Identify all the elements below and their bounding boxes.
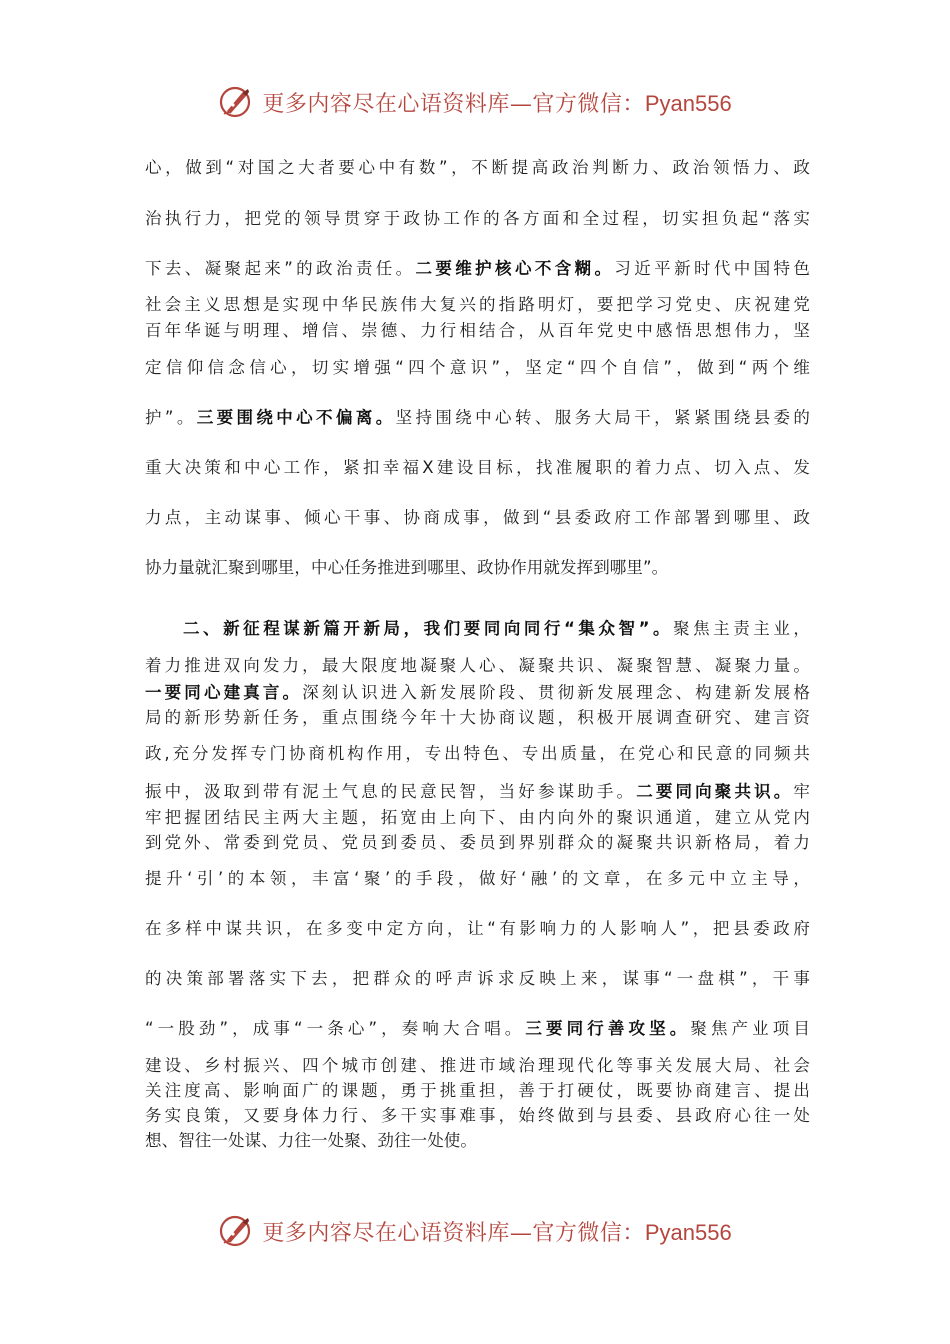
text-line: 提升‘引’的本领，丰富‘聚’的手段，做好‘融’的文章，在多元中立主导， <box>145 869 810 888</box>
text-line: 社会主义思想是实现中华民族伟大复兴的指路明灯，要把学习党史、庆祝建党 <box>145 295 810 314</box>
text-run: 护”。 <box>145 408 197 427</box>
text-line: 牢把握团结民主两大主题，拓宽由上向下、由内向外的聚识通道，建立从党内 <box>145 808 810 827</box>
text-run: 聚焦主责主业， <box>673 619 810 638</box>
text-line <box>145 780 810 804</box>
banner-wechat-id: Pyan556 <box>644 90 732 116</box>
text-line: 关注度高、影响面广的课题，勇于挑重担，善于打硬仗，既要协商建言、提出 <box>145 1081 810 1100</box>
banner-wechat-id: Pyan556 <box>644 1219 732 1245</box>
text-line <box>145 257 810 281</box>
banner-text-cn: 更多内容尽在心语资料库—官方微信： <box>262 91 645 117</box>
text-line: 协力量就汇聚到哪里，中心任务推进到哪里、政协作用就发挥到哪里”。 <box>145 558 669 577</box>
text-run: “一股劲”，成事“一条心”，奏响大合唱。 <box>145 1019 526 1038</box>
text-line: 务实良策，又要身体力行、多干实事难事，始终做到与县委、县政府心往一处 <box>145 1106 810 1125</box>
text-line: 在多样中谋共识，在多变中定方向，让“有影响力的人影响人”，把县委政府 <box>145 919 810 938</box>
pen-nib-logo-icon <box>218 1213 254 1249</box>
bold-heading: 一要同心建真言。 <box>145 683 303 702</box>
text-line: 局的新形势新任务，重点围绕今年十大协商议题，积极开展调查研究、建言资 <box>145 708 810 727</box>
text-run: 振中，汲取到带有泥土气息的民意民智，当好参谋助手。 <box>145 782 637 801</box>
text-line: 力点，主动谋事、倾心干事、协商成事，做到“县委政府工作部署到哪里、政 <box>145 508 810 527</box>
text-line <box>145 617 810 641</box>
text-line: 着力推进双向发力，最大限度地凝聚人心、凝聚共识、凝聚智慧、凝聚力量。 <box>145 656 810 675</box>
text-run: 牢 <box>793 782 810 801</box>
text-line: 政,充分发挥专门协商机构作用，专出特色、专出质量，在党心和民意的同频共 <box>145 744 810 763</box>
text-run: 坚持围绕中心转、服务大局干，紧紧围绕县委的 <box>395 408 810 427</box>
text-line: 心，做到“对国之大者要心中有数”，不断提高政治判断力、政治领悟力、政 <box>145 158 810 177</box>
bold-heading: 三要围绕中心不偏离。 <box>196 408 396 427</box>
text-line: 的决策部署落实下去，把群众的呼声诉求反映上来，谋事“一盘棋”，干事 <box>145 969 810 988</box>
text-line: 到党外、常委到党员、党员到委员、委员到界别群众的凝聚共识新格局，着力 <box>145 833 810 852</box>
text-line <box>145 1017 810 1041</box>
text-line: 定信仰信念信心，切实增强“四个意识”，坚定“四个自信”，做到“两个维 <box>145 358 810 377</box>
banner-text-cn: 更多内容尽在心语资料库—官方微信： <box>262 1220 645 1246</box>
text-line <box>145 406 810 430</box>
text-line: 建设、乡村振兴、四个城市创建、推进市域治理现代化等事关发展大局、社会 <box>145 1056 810 1075</box>
text-line <box>145 681 810 705</box>
text-run: 深刻认识进入新发展阶段、贯彻新发展理念、构建新发展格 <box>302 683 810 702</box>
text-line: 百年华诞与明理、增信、崇德、力行相结合，从百年党史中感悟思想伟力，坚 <box>145 321 810 340</box>
text-run: 聚焦产业项目 <box>690 1019 810 1038</box>
section-heading: 二、新征程谋新篇开新局，我们要同向同行“集众智”。 <box>183 619 674 638</box>
text-line: 想、智往一处谋、力往一处聚、劲往一处使。 <box>145 1131 477 1150</box>
text-line: 治执行力，把党的领导贯穿于政协工作的各方面和全过程，切实担负起“落实 <box>145 209 810 228</box>
header-banner <box>0 80 950 124</box>
text-run: 下去、凝聚起来”的政治责任。 <box>145 259 416 278</box>
bold-heading: 二要同向聚共识。 <box>636 782 794 801</box>
bold-heading: 三要同行善攻坚。 <box>525 1019 691 1038</box>
footer-banner <box>0 1209 950 1253</box>
text-line: 重大决策和中心工作，紧扣幸福X建设目标，找准履职的着力点、切入点、发 <box>145 458 810 477</box>
text-run: 习近平新时代中国特色 <box>614 259 811 278</box>
pen-nib-logo-icon <box>218 84 254 120</box>
bold-heading: 二要维护核心不含糊。 <box>415 259 615 278</box>
